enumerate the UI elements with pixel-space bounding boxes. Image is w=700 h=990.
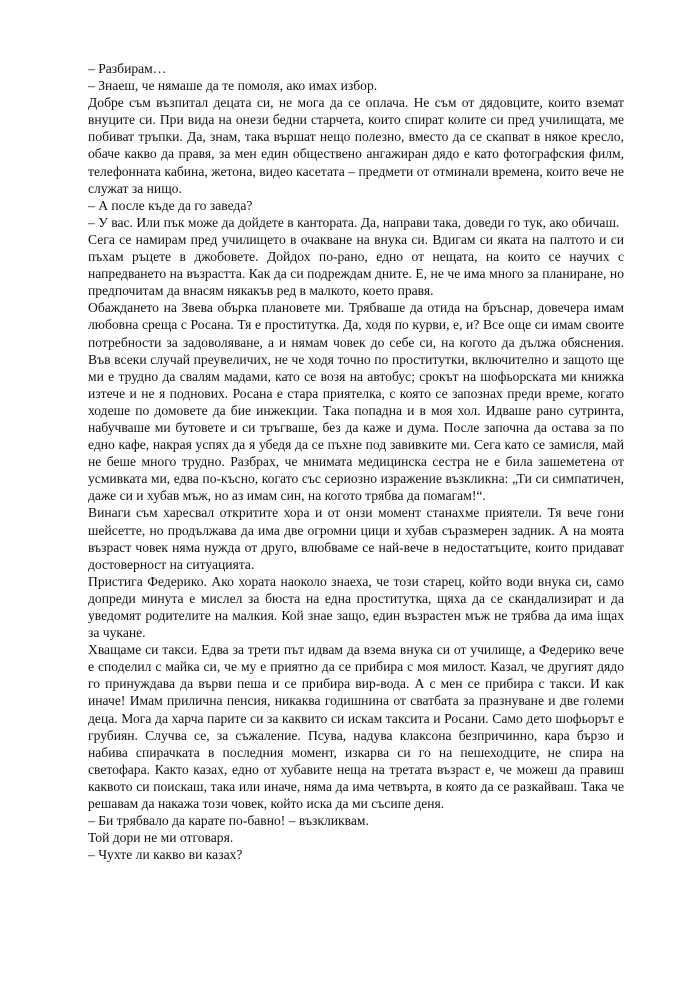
paragraph-4: – А после къде да го заведа?	[88, 197, 253, 213]
paragraph-6: Сега се намирам пред училището в очакване на внука си. Вдигам си яката на палтото и си пъхам ръцете в джобовете. Дойдох по-рано, едно от нещата, на които се научих с напредването на възрастта. Как да си подреждам дните. Е, не че има много за планиране, но предпочитам да внасям някакъв ред в малкото, което правя.	[88, 231, 624, 299]
paragraph-7: Обаждането на Звева обърка плановете ми. Трябваше да отида на бръснар, довечера имам любовна среща с Росана. Тя е проститутка. Да, ходя по курви, е, и? Все още си имам своите потребности за задоволяване, а и нямам човек до себе си, на когото да дължа обяснения. Във всеки случай преувеличих, не че ходя точно по проститутки, включително и защото ще ми е трудно да свалям мадами, като се возя на автобус; срокът на шофьорската ми книжка изтече и не я поднових. Росана е стара приятелка, с която се запознах преди време, когато ходеше по домовете да бие инжекции. Така попадна и в моя хол. Идваше рано сутринта, набучваше ми бутовете и си тръгваше, без да каже и дума. После започна да остава за по едно кафе, накрая успях да я убедя да се пъхне под завивките ми. Сега като се замисля, май не беше много трудно. Разбрах, че мнимата медицинска сестра не е била зашеметена от усмивката ми, едва по-късно, когато със сериозно изражение възкликна: „Ти си симпатичен, даже си и хубав мъж, но аз имам син, на когото трябва да помагам!“.	[88, 300, 624, 504]
paragraph-9: Пристига Федерико. Ако хората наоколо знаеха, че този старец, който води внука си, само допреди минута е мислел за бюста на една проститутка, щяха да се скандализират и да уведомят родителите на малкия. Кой знае защо, един възрастен мъж не трябва да има іщах за чукане.	[88, 573, 624, 641]
paragraph-8: Винаги съм харесвал откритите хора и от онзи момент станахме приятели. Тя вече гони шейсетте, но продължава да има две огромни цици и хубав съразмерен задник. А на моята възраст човек няма нужда от друго, влюбваме се най-вече в недостатъците, които придават достоверност на ситуацията.	[88, 505, 624, 572]
paragraph-11: – Би трябвало да карате по-бавно! – възкликвам.	[88, 813, 369, 829]
paragraph-10: Хващаме си такси. Едва за трети път идвам да взема внука си от училище, а Федерико вече е споделил с майка си, че му е приятно да се прибира с моя милост. Казал, че другият дядо го принуждава да върви пеша и се прибира вир-вода. А с мен се прибира с такси. И как иначе! Имам прилична пенсия, никаква годишнина от сватбата за празнуване и две големи деца. Мога да харча парите си за каквито си искам таксита и Росани. Само дето шофьорът е грубиян. Случва се, за съжаление. Псува, надува клаксона безпричинно, кара бързо и набива спирачката в последния момент, изкарва си го на пешеходците, не спира на светофара. Както казах, едно от хубавите неща на третата възраст е, че можеш да правиш каквото си поискаш, така или иначе, няма да има четвърта, в която да се разкайваш. Така че решавам да накажа този човек, който иска да ми съсипе деня.	[88, 642, 624, 812]
paragraph-5: – У вас. Или пък може да дойдете в кантората. Да, направи така, доведи го тук, ако обичаш.	[88, 214, 620, 230]
document-body	[88, 60, 624, 863]
paragraph-3: Добре съм възпитал децата си, не мога да се оплача. Не съм от дядовците, които вземат внуците си. При вида на онези бедни старчета, които спират колите си пред училищата, ме побиват тръпки. Да, знам, така вършат нещо полезно, вместо да се скапват в някое кресло, обаче какво да правя, за мен един обществено ангажиран дядо е като фотографския филм, телефонната кабина, жетона, видео касетата – предмети от отминали времена, които вече не служат за нищо.	[88, 95, 624, 196]
paragraph-1: – Разбирам…	[88, 61, 167, 76]
paragraph-13: – Чухте ли какво ви казах?	[88, 847, 243, 863]
paragraph-12: Той дори не ми отговаря.	[88, 830, 234, 846]
paragraph-2: – Знаеш, че нямаше да те помоля, ако имах избор.	[88, 78, 378, 94]
